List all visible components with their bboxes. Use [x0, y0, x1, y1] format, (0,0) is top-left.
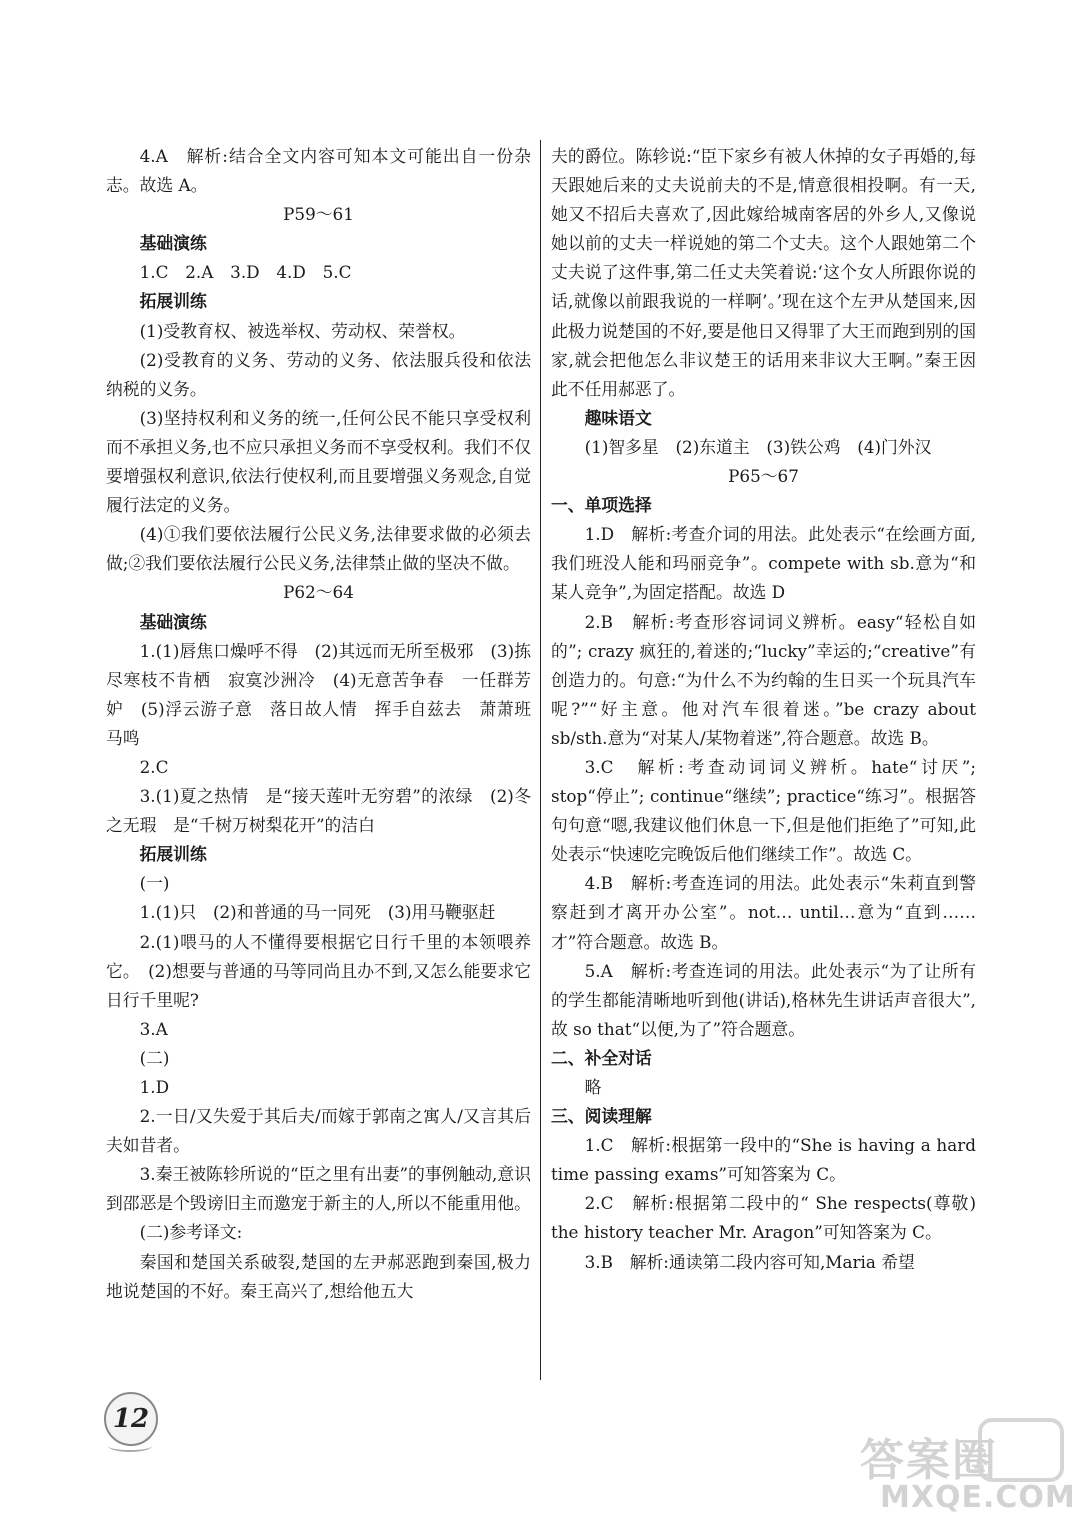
answer-paragraph: (1)智多星 (2)东道主 (3)铁公鸡 (4)门外汉 [584, 436, 932, 457]
answer-paragraph: 1.(1)唇焦口燥呼不得 (2)其远而无所至极邪 (3)拣尽寒枝不肯栖 寂寞沙洲冷 (4)无意苦争春 一任群芳妒 (5)浮云游子意 落日故人情 挥手自兹去 萧萧班马鸣 [106, 640, 531, 748]
answer-paragraph: (4)①我们要依法履行公民义务,法律要求做的必须去做;②我们要依法履行公民义务,法律禁止做的坚决不做。 [106, 524, 531, 574]
answer-paragraph: (1)受教育权、被选举权、劳动权、荣誉权。 [139, 320, 466, 341]
answer-paragraph: (二)参考译文: [139, 1222, 243, 1243]
answer-paragraph: 4.B 解析:考查连词的用法。此处表示“朱莉直到警察赶到才离开办公室”。not… until…意为“直到……才”符合题意。故选 B。 [551, 873, 976, 952]
section-heading: 二、补全对话 [551, 1047, 652, 1068]
page-number-badge [104, 1392, 158, 1446]
section-heading: 一、单项选择 [551, 495, 652, 516]
answer-paragraph: 1.D [139, 1077, 170, 1097]
answer-paragraph: 夫的爵位。陈轸说:“臣下家乡有被人休掉的女子再婚的,每天跟她后来的丈夫说前夫的不是,情意很相投啊。有一天,她又不招后夫喜欢了,因此嫁给城南客居的外乡人,又像说她以前的丈夫一样说她的第二个丈夫。这个人跟她第二个丈夫说了这件事,第二任丈夫笑着说:‘这个女人所跟你说的话,就像以前跟我说的一样啊’。’现在这个左尹从楚国来,因此极力说楚国的不好,要是他日又得罪了大王而跑到别的国家,就会把他怎么非议楚王的话用来非议大王啊。”秦王因此不任用郝恶了。 [551, 146, 976, 399]
answer-paragraph: 2.(1)喂马的人不懂得要根据它日行千里的本领喂养它。 (2)想要与普通的马等同尚且办不到,又怎么能要求它日行千里呢? [106, 931, 531, 1010]
answer-paragraph: 2.B 解析:考查形容词词义辨析。easy“轻松自如的”; crazy 疯狂的,着迷的;“lucky”幸运的;“creative”有创造力的。句意:“为什么不为约翰的生日买一个玩具汽车呢?”“好主意。他对汽车很着迷。”be crazy about sb/sth.意为“对某人/某物着迷”,符合题意。故选 B。 [551, 611, 976, 748]
answer-paragraph: 3.A [139, 1018, 168, 1039]
answer-paragraph: 2.C [139, 756, 169, 777]
answer-paragraph: 3.(1)夏之热情 是“接天莲叶无穷碧”的浓绿 (2)冬之无瑕 是“千树万树梨花开”的洁白 [106, 786, 531, 836]
answer-paragraph: (一) [139, 873, 170, 894]
answer-paragraph: 1.C 2.A 3.D 4.D 5.C [139, 262, 352, 283]
answer-paragraph: (二) [139, 1047, 170, 1068]
watermark-domain: MXQE.COM [880, 1480, 1076, 1515]
watermark-logo [860, 1418, 1076, 1518]
section-heading: 拓展训练 [139, 844, 207, 865]
page-range-heading: P65～67 [728, 466, 799, 487]
answer-paragraph: 秦国和楚国关系破裂,楚国的左尹郝恶跑到秦国,极力地说楚国的不好。秦王高兴了,想给他五大 [106, 1251, 531, 1301]
page-number-ornament [108, 1440, 152, 1452]
answer-paragraph: (3)坚持权利和义务的统一,任何公民不能只享受权利而不承担义务,也不应只承担义务而不享受权利。我们不仅要增强权利意识,依法行使权利,而且要增强义务观念,自觉履行法定的义务。 [106, 407, 531, 516]
answer-paragraph: 1.C 解析:根据第一段中的“She is having a hard time passing exams”可知答案为 C。 [551, 1135, 976, 1185]
section-heading: 拓展训练 [139, 291, 207, 312]
answer-paragraph: 1.D 解析:考查介词的用法。此处表示“在绘画方面,我们班没人能和玛丽竞争”。compete with sb.意为“和某人竞争”,为固定搭配。故选 D [551, 524, 976, 603]
column-divider [540, 140, 541, 1380]
answer-paragraph: 4.A 解析:结合全文内容可知本文可能出自一份杂志。故选 A。 [106, 146, 531, 196]
answer-paragraph: (2)受教育的义务、劳动的义务、依法服兵役和依法纳税的义务。 [106, 349, 531, 399]
section-heading: 趣味语文 [584, 407, 652, 428]
section-heading: 基础演练 [139, 611, 207, 632]
page-number: 12 [112, 1404, 150, 1434]
section-heading: 三、阅读理解 [551, 1106, 652, 1127]
right-column [551, 142, 976, 1277]
page-range-heading: P59～61 [283, 204, 354, 225]
answer-paragraph: 3.秦王被陈轸所说的“臣之里有出妻”的事例触动,意识到邵恶是个毁谤旧主而邀宠于新主的人,所以不能重用他。 [106, 1164, 531, 1214]
watermark-text: 答案圈 [860, 1435, 998, 1486]
answer-paragraph: 2.一日/又失爱于其后夫/而嫁于郭南之寓人/又言其后夫如昔者。 [106, 1106, 531, 1156]
answer-paragraph: 略 [584, 1077, 602, 1097]
left-column [106, 142, 531, 1306]
section-heading: 基础演练 [139, 233, 207, 254]
answer-paragraph: 3.C 解析:考查动词词义辨析。hate“讨厌”; stop“停止”; continue“继续”; practice“练习”。根据答句句意“嗯,我建议他们休息一下,但是他们拒绝了”可知,此处表示“快速吃完晚饭后他们继续工作”。故选 C。 [551, 756, 976, 865]
answer-paragraph: 3.B 解析:通读第二段内容可知,Maria 希望 [584, 1251, 915, 1272]
answer-paragraph: 1.(1)只 (2)和普通的马一同死 (3)用马鞭驱赶 [139, 902, 496, 923]
answer-paragraph: 5.A 解析:考查连词的用法。此处表示“为了让所有的学生都能清晰地听到他(讲话),格林先生讲话声音很大”,故 so that“以便,为了”符合题意。 [551, 960, 976, 1039]
page-range-heading: P62～64 [283, 582, 354, 603]
answer-paragraph: 2.C 解析:根据第二段中的“ She respects(尊敬) the history teacher Mr. Aragon”可知答案为 C。 [551, 1193, 976, 1243]
